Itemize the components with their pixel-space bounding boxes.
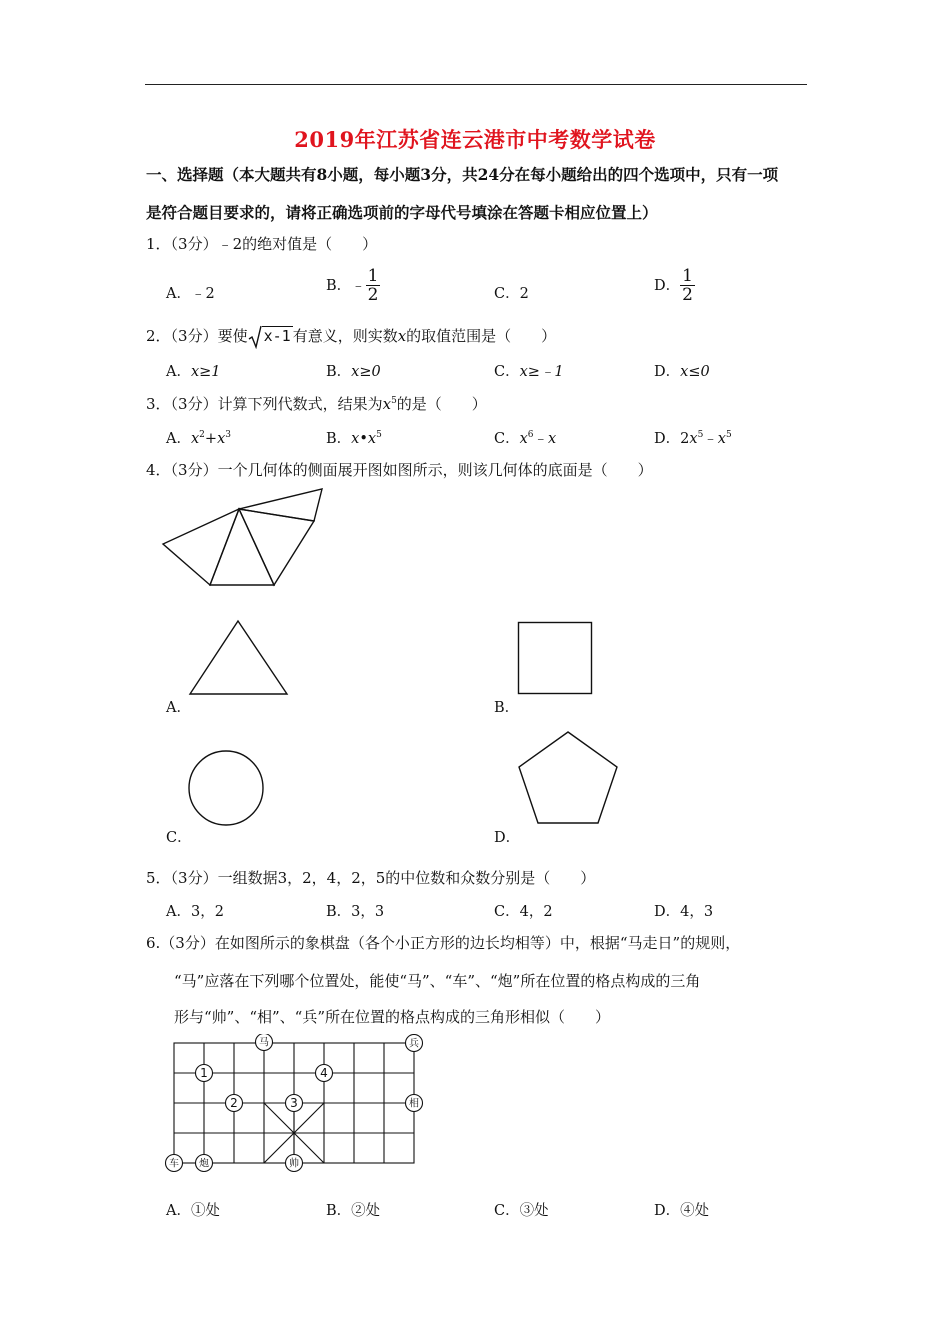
fraction bbox=[366, 268, 381, 304]
question-6-line1: 6.（3分）在如图所示的象棋盘（各个小正方形的边长均相等）中，根据“马走日”的规则， bbox=[146, 934, 741, 952]
q2-radicand: x-1 bbox=[263, 327, 291, 345]
q2-option-b bbox=[326, 360, 381, 381]
q1-option-d bbox=[654, 268, 695, 304]
q6-option-b: B．②处 bbox=[326, 1203, 381, 1219]
q3-option-d: D．$2x^5﹣x^5$ bbox=[654, 430, 732, 447]
question-4-stem: 4．（3分）一个几何体的侧面展开图如图所示，则该几何体的底面是（ ） bbox=[146, 461, 653, 479]
piece-che: 车 bbox=[169, 1158, 179, 1170]
square-icon bbox=[517, 621, 594, 696]
q3-prefix: 3．（3分）计算下列代数式，结果为 bbox=[146, 395, 383, 413]
net-face-left bbox=[163, 509, 239, 585]
q6-option-a: A．①处 bbox=[166, 1203, 220, 1219]
piece-xiang: 相 bbox=[409, 1098, 419, 1110]
piece-shuai: 帅 bbox=[289, 1158, 299, 1170]
q1-b-denominator: 2 bbox=[367, 285, 379, 305]
net-face-top bbox=[239, 489, 322, 521]
q2-variable: x bbox=[397, 327, 407, 345]
q3-option-c: C．$x^6﹣x$ bbox=[494, 430, 557, 447]
piece-ma: 马 bbox=[259, 1037, 269, 1049]
q2-d-label: D． bbox=[654, 364, 681, 380]
q4-option-c: C． bbox=[166, 830, 192, 846]
q1-option-a: A．﹣2 bbox=[166, 286, 215, 302]
q3-option-a: A．$x^2+x^3$ bbox=[166, 430, 231, 447]
net-face-right bbox=[239, 509, 314, 585]
q2-option-c bbox=[494, 360, 564, 381]
fraction bbox=[680, 268, 695, 304]
circle-icon bbox=[186, 748, 266, 828]
q1-option-b bbox=[326, 268, 380, 304]
q1-b-numerator: 1 bbox=[367, 266, 379, 286]
q1-d-numerator: 1 bbox=[682, 266, 693, 286]
q6-option-d: D．④处 bbox=[654, 1203, 710, 1219]
q1-option-d-prefix: D． bbox=[654, 278, 681, 294]
question-6-line3: 形与“帅”、“相”、“兵”所在位置的格点构成的三角形相似（ ） bbox=[174, 1008, 611, 1026]
q4-option-b: B． bbox=[494, 700, 520, 716]
q3-c-label: C． bbox=[494, 431, 520, 447]
question-5-stem: 5．（3分）一组数据3，2，4，2，5的中位数和众数分别是（ ） bbox=[146, 869, 596, 887]
question-6-line2: “马”应落在下列哪个位置处，能使“马”、“车”、“炮”所在位置的格点构成的三角 bbox=[174, 972, 701, 990]
q1-option-c: C．2 bbox=[494, 286, 529, 302]
q2-option-a bbox=[166, 360, 221, 381]
q2-d-math: x≤0 bbox=[680, 364, 710, 380]
header-rule bbox=[145, 84, 807, 85]
q6-option-c: C．③处 bbox=[494, 1203, 549, 1219]
q5-option-c: C．4，2 bbox=[494, 904, 553, 920]
q3-option-b: B．$x•x^5$ bbox=[326, 430, 382, 447]
q2-a-label: A． bbox=[166, 364, 191, 380]
q3-b-label: B． bbox=[326, 431, 352, 447]
chessboard-figure bbox=[160, 1034, 430, 1176]
q2-option-d bbox=[654, 360, 710, 381]
piece-bing: 兵 bbox=[409, 1038, 419, 1050]
q4-option-d: D． bbox=[494, 830, 521, 846]
mark-1: 1 bbox=[200, 1066, 208, 1080]
q2-c-label: C． bbox=[494, 364, 520, 380]
q2-a-math: x≥1 bbox=[190, 364, 221, 380]
q1-d-denominator: 2 bbox=[682, 285, 693, 305]
q2-suffix2: 的取值范围是（ ） bbox=[406, 327, 557, 345]
question-3-stem bbox=[146, 393, 487, 414]
q5-option-b: B．3，3 bbox=[326, 904, 385, 920]
piece-pao: 炮 bbox=[199, 1158, 209, 1170]
question-2-stem bbox=[146, 325, 556, 349]
net-face-middle bbox=[210, 509, 274, 585]
sqrt-symbol bbox=[248, 325, 293, 349]
mark-2: 2 bbox=[230, 1096, 238, 1110]
q2-b-math: x≥0 bbox=[351, 364, 381, 380]
section-heading-line1: 一、选择题（本大题共有8小题，每小题3分，共24分在每小题给出的四个选项中，只有一项 bbox=[146, 165, 779, 184]
pyramid-net-figure bbox=[160, 485, 330, 590]
pentagon-icon bbox=[516, 729, 620, 827]
q3-exponent: 5 bbox=[391, 396, 397, 406]
question-1-stem: 1．（3分）﹣2的绝对值是（ ） bbox=[146, 235, 378, 253]
q3-variable: x bbox=[382, 395, 392, 413]
mark-3: 3 bbox=[290, 1096, 298, 1110]
q5-option-d: D．4，3 bbox=[654, 904, 714, 920]
q2-b-label: B． bbox=[326, 364, 352, 380]
q2-c-math: x≥﹣1 bbox=[519, 364, 564, 380]
q3-d-label: D． bbox=[654, 431, 681, 447]
triangle-icon bbox=[186, 618, 292, 698]
q4-option-a: A． bbox=[166, 700, 191, 716]
page-title: 2019年江苏省连云港市中考数学试卷 bbox=[294, 127, 656, 152]
q2-suffix: 有意义，则实数 bbox=[292, 327, 398, 345]
radical-sign-icon bbox=[248, 325, 262, 349]
mark-4: 4 bbox=[320, 1066, 328, 1080]
q2-prefix: 2．（3分）要使 bbox=[146, 327, 248, 345]
q3-suffix: 的是（ ） bbox=[396, 395, 487, 413]
section-heading-line2: 是符合题目要求的，请将正确选项前的字母代号填涂在答题卡相应位置上） bbox=[146, 203, 658, 222]
q1-option-b-prefix: B．﹣ bbox=[326, 278, 366, 294]
q3-a-label: A． bbox=[166, 431, 191, 447]
q5-option-a: A．3，2 bbox=[166, 904, 224, 920]
